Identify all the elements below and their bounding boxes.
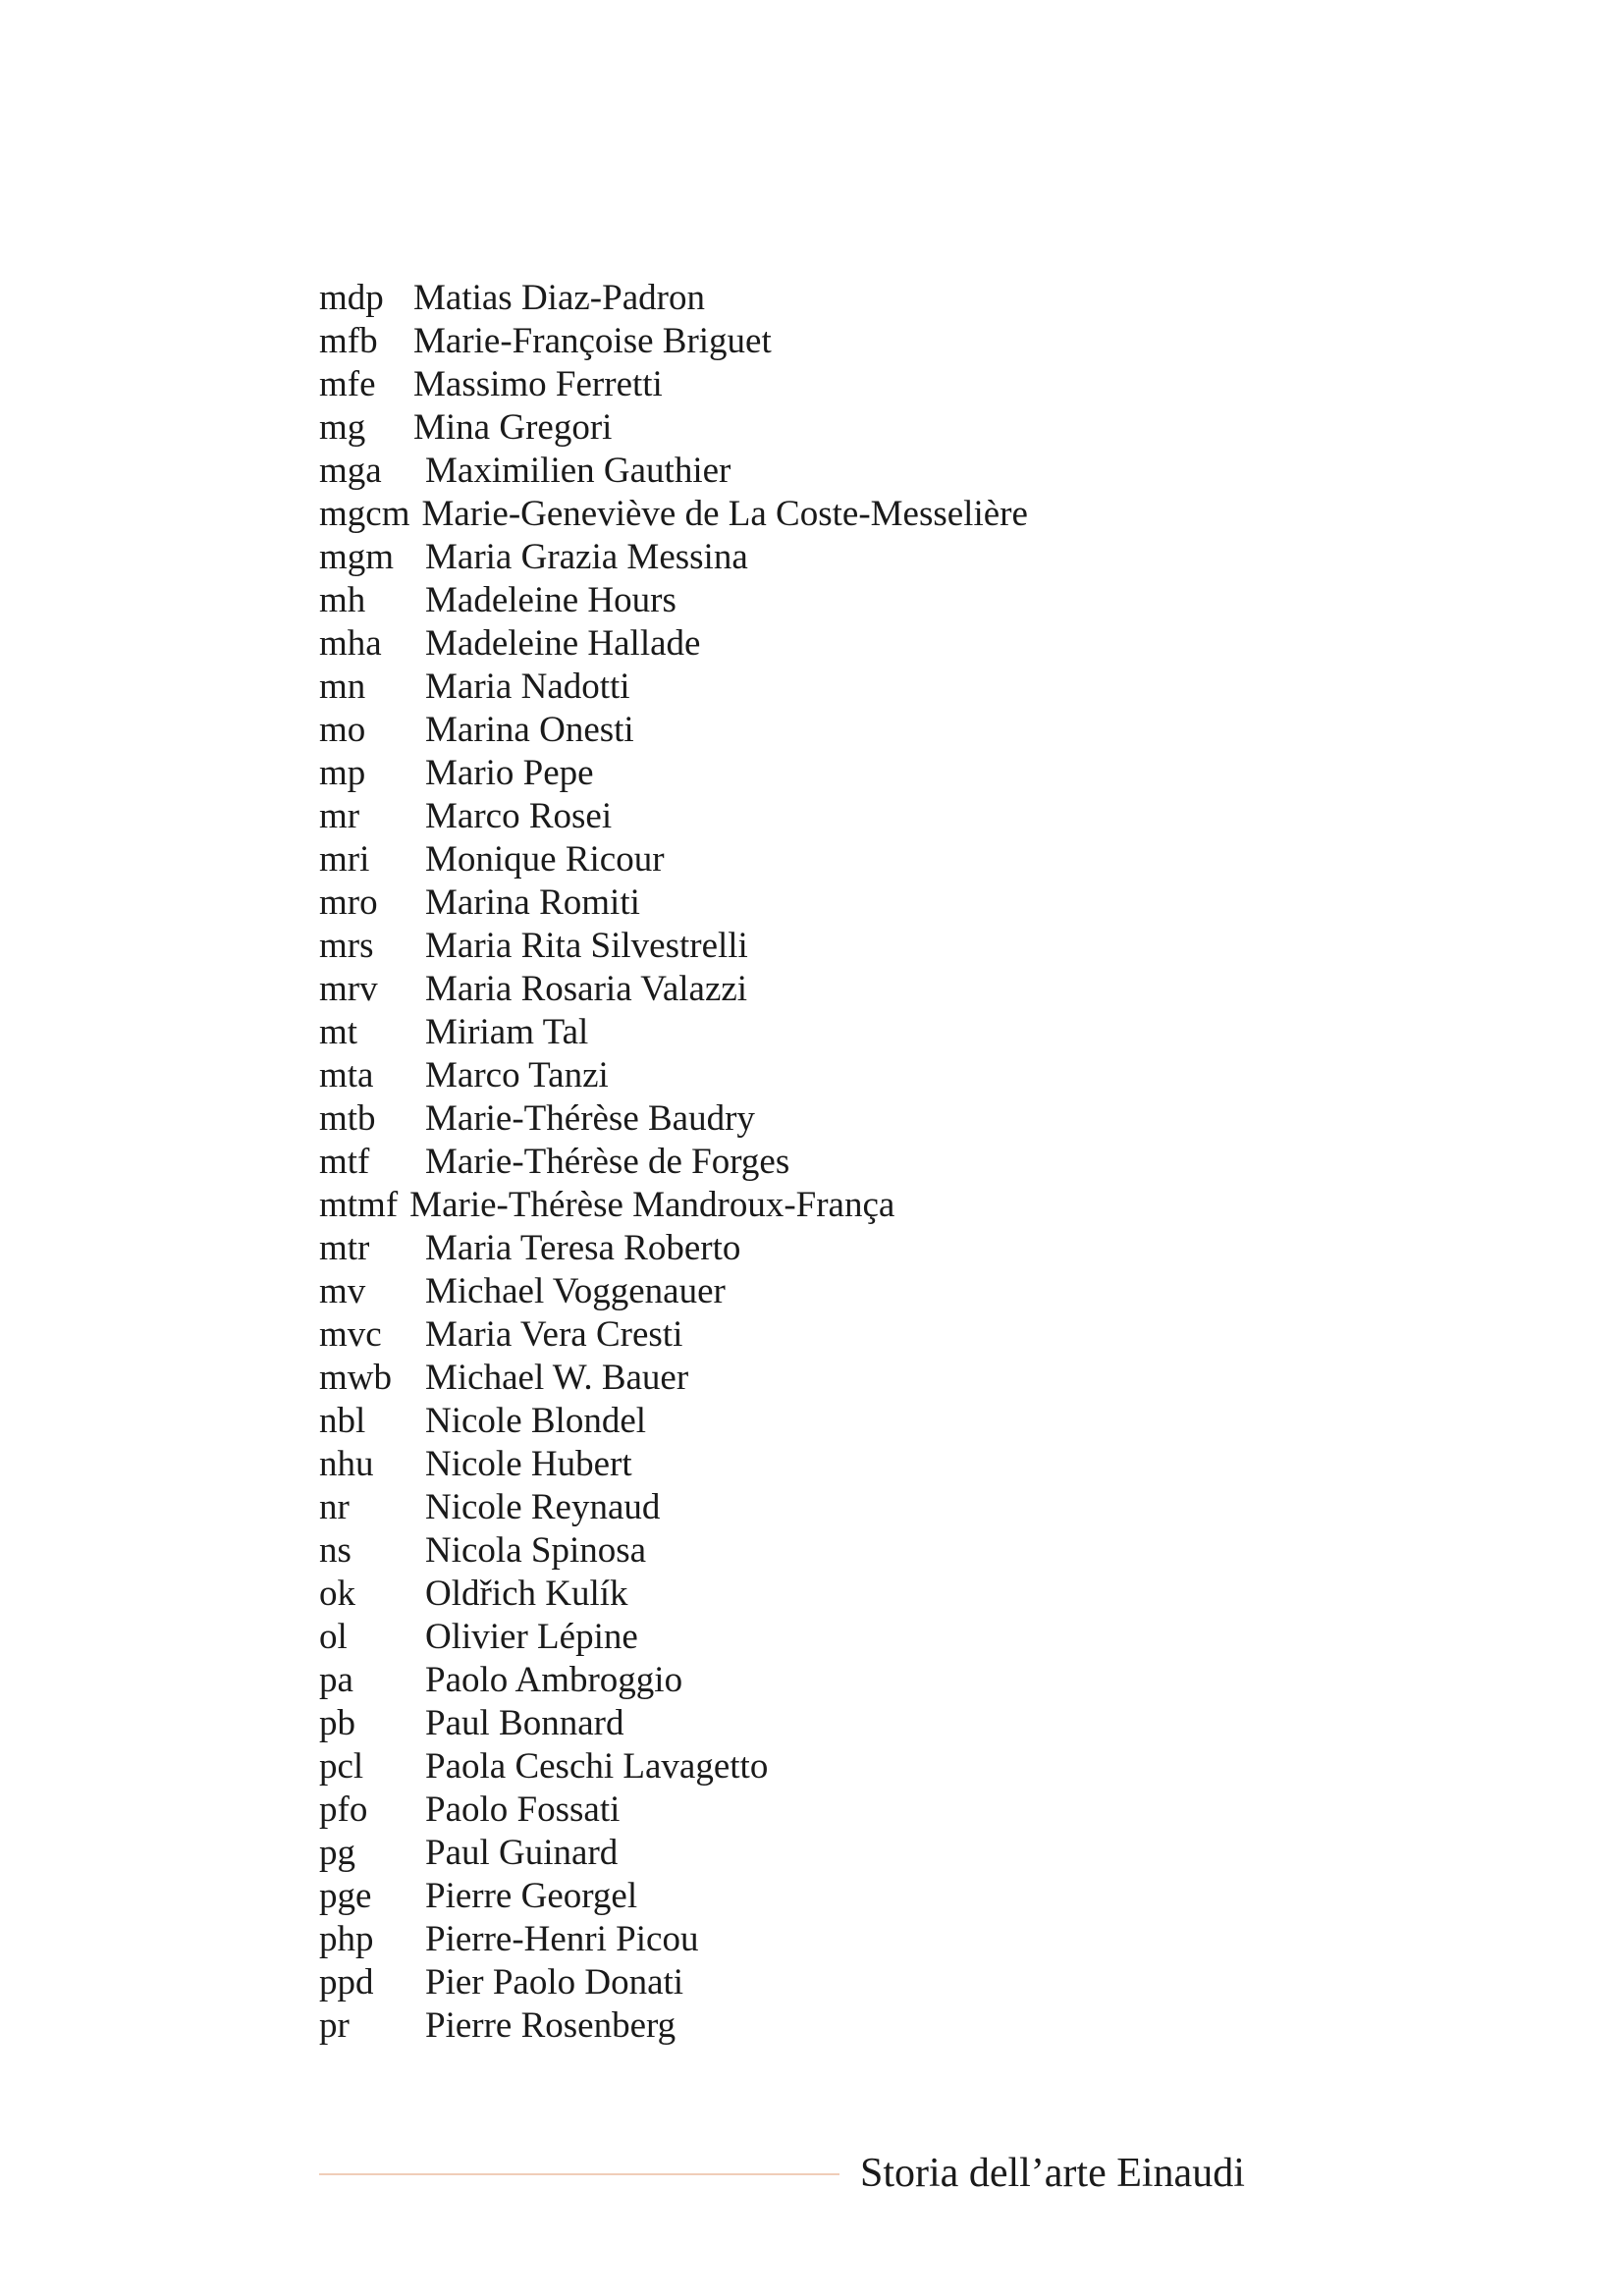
list-item [319, 493, 1028, 536]
list-item [319, 2004, 1028, 2048]
list-item [319, 1616, 1028, 1659]
entry-abbreviation: mvc [319, 1314, 382, 1355]
list-item [319, 881, 1028, 925]
list-item [319, 1832, 1028, 1875]
entry-abbreviation: pfo [319, 1789, 368, 1830]
entry-name: Nicole Hubert [425, 1444, 632, 1484]
entry-abbreviation: mgm [319, 537, 395, 577]
entry-name: Marina Romiti [425, 882, 640, 923]
list-item [319, 1789, 1028, 1832]
entry-name: Maria Nadotti [425, 667, 630, 707]
entry-name: Miriam Tal [425, 1012, 589, 1052]
list-item [319, 1313, 1028, 1357]
list-item [319, 1400, 1028, 1443]
entry-name: Maria Grazia Messina [425, 537, 748, 577]
entry-name: Mina Gregori [413, 407, 613, 448]
list-item [319, 1357, 1028, 1400]
entry-name: Maria Rosaria Valazzi [425, 969, 748, 1009]
entry-abbreviation: mn [319, 667, 366, 707]
list-item [319, 406, 1028, 450]
entry-abbreviation: nr [319, 1487, 350, 1527]
list-item [319, 579, 1028, 622]
list-item [319, 1443, 1028, 1486]
entry-name: Pierre-Henri Picou [425, 1919, 699, 1959]
list-item [319, 536, 1028, 579]
entry-name: Paolo Ambroggio [425, 1660, 683, 1700]
entry-name: Nicole Blondel [425, 1401, 647, 1441]
entry-abbreviation: mo [319, 710, 366, 750]
entry-abbreviation: nhu [319, 1444, 374, 1484]
entry-abbreviation: php [319, 1919, 374, 1959]
list-item [319, 1702, 1028, 1745]
list-item [319, 925, 1028, 968]
entry-abbreviation: pr [319, 2005, 350, 2046]
entry-name: Monique Ricour [425, 839, 665, 880]
entry-abbreviation: mp [319, 753, 366, 793]
list-item [319, 622, 1028, 666]
entry-name: Maria Rita Silvestrelli [425, 926, 748, 966]
list-item [319, 838, 1028, 881]
entry-name: Paul Bonnard [425, 1703, 624, 1743]
list-item [319, 1745, 1028, 1789]
entry-name: Michael Voggenauer [425, 1271, 726, 1311]
entry-abbreviation: ppd [319, 1962, 374, 2002]
entry-abbreviation: mr [319, 796, 360, 836]
entry-name: Maria Teresa Roberto [425, 1228, 741, 1268]
contributor-list [319, 277, 1028, 2048]
entry-name: Paolo Fossati [425, 1789, 621, 1830]
entry-name: Nicola Spinosa [425, 1530, 647, 1571]
entry-abbreviation: nbl [319, 1401, 366, 1441]
entry-abbreviation: mfe [319, 364, 376, 404]
entry-name: Maria Vera Cresti [425, 1314, 683, 1355]
list-item [319, 709, 1028, 752]
entry-name: Pier Paolo Donati [425, 1962, 684, 2002]
list-item [319, 1529, 1028, 1573]
entry-name: Oldřich Kulík [425, 1574, 628, 1614]
entry-abbreviation: mri [319, 839, 370, 880]
list-item [319, 363, 1028, 406]
entry-abbreviation: ol [319, 1617, 348, 1657]
list-item [319, 1659, 1028, 1702]
entry-name: Marco Rosei [425, 796, 613, 836]
list-item [319, 1184, 1028, 1227]
entry-name: Madeleine Hallade [425, 623, 701, 664]
list-item [319, 1270, 1028, 1313]
entry-abbreviation: mta [319, 1055, 374, 1095]
entry-name: Marco Tanzi [425, 1055, 609, 1095]
list-item [319, 1097, 1028, 1141]
entry-abbreviation: mfb [319, 321, 378, 361]
entry-abbreviation: mg [319, 407, 366, 448]
list-item [319, 1486, 1028, 1529]
list-item [319, 1227, 1028, 1270]
list-item [319, 450, 1028, 493]
list-item [319, 1573, 1028, 1616]
list-item [319, 320, 1028, 363]
list-item [319, 1054, 1028, 1097]
entry-name: Massimo Ferretti [413, 364, 663, 404]
list-item [319, 666, 1028, 709]
entry-abbreviation: mt [319, 1012, 358, 1052]
entry-abbreviation: pge [319, 1876, 372, 1916]
entry-abbreviation: mv [319, 1271, 366, 1311]
list-item [319, 752, 1028, 795]
entry-name: Mario Pepe [425, 753, 594, 793]
entry-abbreviation: mrv [319, 969, 378, 1009]
entry-abbreviation: mro [319, 882, 378, 923]
footer-publisher-title: Storia dell’arte Einaudi [860, 2151, 1245, 2196]
entry-abbreviation: ok [319, 1574, 355, 1614]
entry-name: Paola Ceschi Lavagetto [425, 1746, 769, 1787]
footer-rule [319, 2173, 839, 2175]
entry-name: Marie-Thérèse de Forges [425, 1142, 790, 1182]
entry-name: Pierre Georgel [425, 1876, 638, 1916]
list-item [319, 1141, 1028, 1184]
entry-abbreviation: mtr [319, 1228, 370, 1268]
entry-name: Marie-Thérèse Mandroux-França [409, 1185, 895, 1225]
entry-name: Pierre Rosenberg [425, 2005, 676, 2046]
entry-abbreviation: mdp [319, 278, 384, 318]
list-item [319, 1961, 1028, 2004]
entry-name: Marie-Geneviève de La Coste-Messelière [421, 494, 1028, 534]
entry-name: Marina Onesti [425, 710, 634, 750]
list-item [319, 795, 1028, 838]
list-item [319, 1875, 1028, 1918]
list-item [319, 1011, 1028, 1054]
entry-abbreviation: pg [319, 1833, 355, 1873]
entry-abbreviation: mh [319, 580, 366, 620]
entry-name: Marie-Thérèse Baudry [425, 1098, 755, 1139]
entry-abbreviation: mtf [319, 1142, 370, 1182]
entry-abbreviation: pcl [319, 1746, 364, 1787]
entry-abbreviation: mha [319, 623, 382, 664]
entry-name: Paul Guinard [425, 1833, 619, 1873]
entry-name: Olivier Lépine [425, 1617, 638, 1657]
entry-abbreviation: mwb [319, 1358, 392, 1398]
entry-abbreviation: ns [319, 1530, 352, 1571]
entry-name: Madeleine Hours [425, 580, 676, 620]
entry-abbreviation: mgcm [319, 494, 410, 534]
entry-name: Matias Diaz-Padron [413, 278, 705, 318]
entry-name: Marie-Françoise Briguet [413, 321, 772, 361]
entry-abbreviation: mtb [319, 1098, 376, 1139]
entry-abbreviation: pb [319, 1703, 355, 1743]
list-item [319, 277, 1028, 320]
entry-name: Michael W. Bauer [425, 1358, 689, 1398]
entry-abbreviation: mrs [319, 926, 374, 966]
entry-name: Maximilien Gauthier [425, 451, 731, 491]
entry-abbreviation: pa [319, 1660, 353, 1700]
entry-abbreviation: mtmf [319, 1185, 399, 1225]
list-item [319, 968, 1028, 1011]
entry-abbreviation: mga [319, 451, 382, 491]
entry-name: Nicole Reynaud [425, 1487, 661, 1527]
list-item [319, 1918, 1028, 1961]
